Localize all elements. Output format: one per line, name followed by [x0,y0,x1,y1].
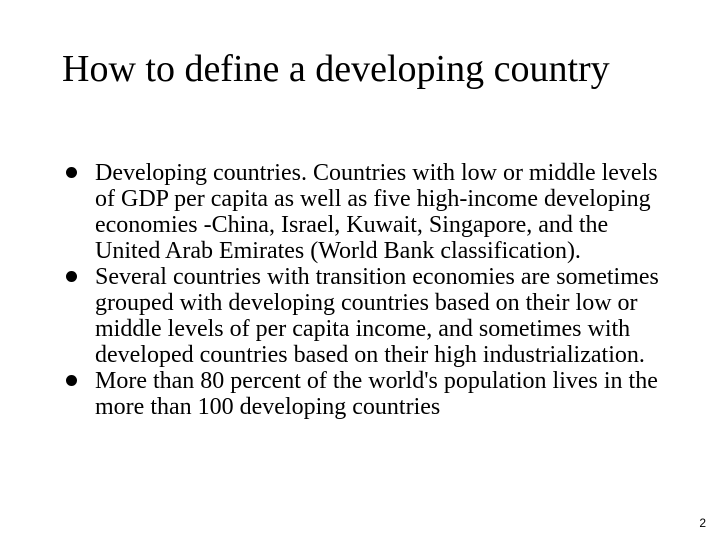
bullet-dot-icon [66,167,77,178]
bullet-dot-icon [66,271,77,282]
bullet-text: More than 80 percent of the world's population lives in the more than 100 developing countries [95,368,658,420]
bullet-list [62,160,662,420]
bullet-item [62,264,662,368]
bullet-dot-icon [66,375,77,386]
bullet-text: Developing countries. Countries with low or middle levels of GDP per capita as well as five high-income developing economies -China, Israel, Kuwait, Singapore, and the United Arab Emirates (World Bank classification). [95,160,658,264]
bullet-item [62,160,662,264]
page-number: 2 [699,516,706,530]
slide-title: How to define a developing country [62,48,610,90]
bullet-item [62,368,662,420]
bullet-text: Several countries with transition economies are sometimes grouped with developing countries based on their low or middle levels of per capita income, and sometimes with developed countries based on their high industrialization. [95,264,659,368]
